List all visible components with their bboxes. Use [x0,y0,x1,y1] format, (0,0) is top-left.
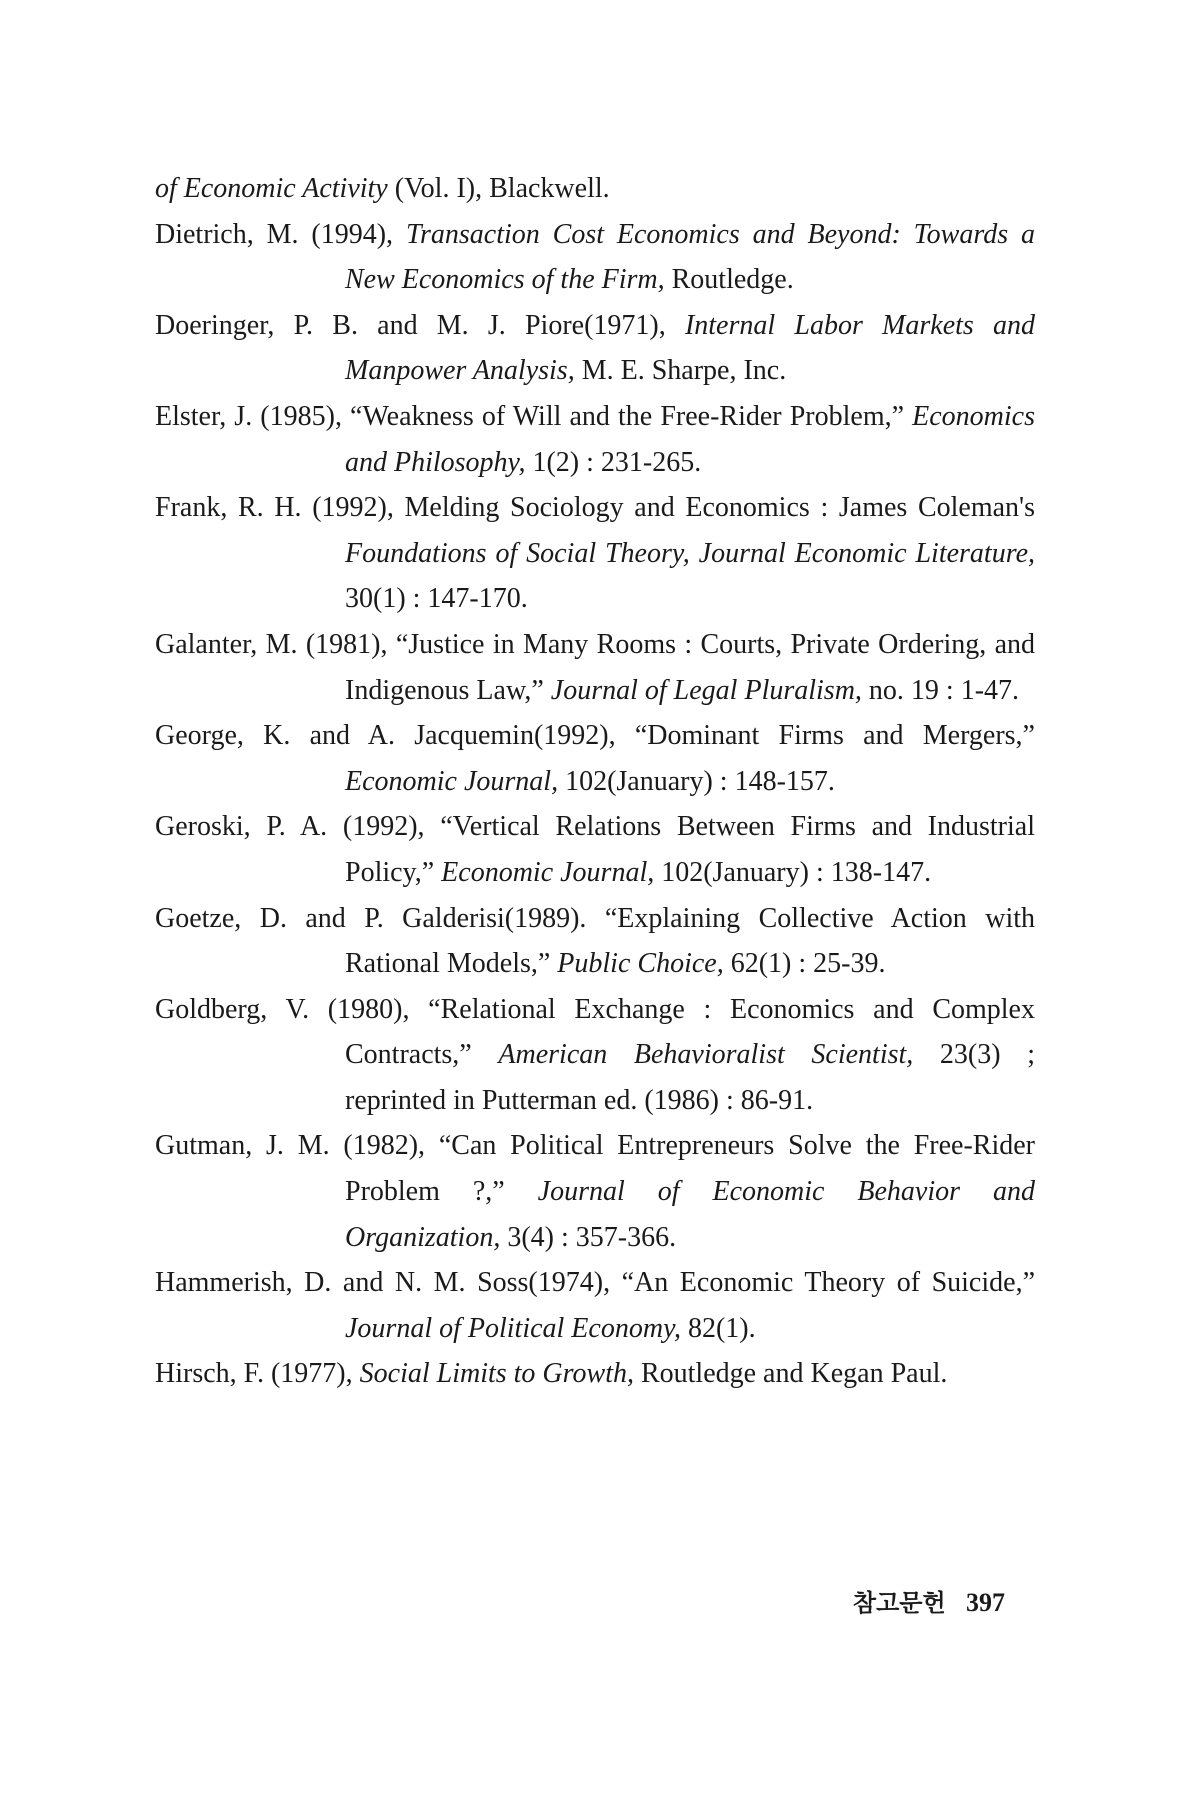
reference-text: M. E. Sharpe, Inc. [574,355,787,387]
reference-italic-title: Economic Journal, [345,765,559,797]
reference-list [155,166,1035,1397]
reference-text: 23(3) ; reprinted in Putterman ed. (1986) : 86-91. [345,1039,1035,1116]
reference-entry [155,804,1035,895]
reference-entry [155,212,1035,303]
reference-text: Elster, J. (1985), “Weakness of Will and the Free-Rider Problem,” [155,400,913,432]
reference-text: Gutman, J. M. (1982), “Can Political Entrepreneurs Solve the Free-Rider Problem ?,” [155,1130,1035,1208]
reference-italic-title: Transaction Cost Economics and Beyond: Towards a New Economics of the Firm, [345,218,1035,296]
reference-text: Galanter, M. (1981), “Justice in Many Rooms : Courts, Private Ordering, and Indigenous Law,” [155,628,1035,706]
reference-text: 62(1) : 25-39. [723,948,886,980]
reference-italic-title: Journal of Economic Behavior and Organization, [345,1176,1035,1253]
reference-entry [155,622,1035,713]
reference-text: Routledge. [664,264,794,296]
reference-entry [155,1123,1035,1260]
reference-entry [155,485,1035,622]
reference-text: Goldberg, V. (1980), “Relational Exchange : Economics and Complex Contracts,” [155,993,1035,1071]
reference-text: George, K. and A. Jacquemin(1992), “Dominant Firms and Mergers,” [155,720,1035,752]
reference-text: 82(1). [680,1312,756,1344]
reference-text: 3(4) : 357-366. [500,1221,677,1253]
reference-text: (Vol. I), Blackwell. [387,173,610,204]
reference-text: 1(2) : 231-265. [525,446,702,478]
reference-entry [155,987,1035,1124]
page-footer [800,1583,1005,1618]
reference-text: Doeringer, P. B. and M. J. Piore(1971), [155,309,685,341]
reference-entry [155,166,1035,212]
reference-italic-title: Foundations of Social Theory, Journal Economic Literature, [345,537,1035,569]
reference-italic-title: Internal Labor Markets and Manpower Analysis, [345,309,1035,387]
reference-entry [155,303,1035,394]
reference-entry [155,896,1035,987]
reference-entry [155,713,1035,804]
reference-text: 102(January) : 138-147. [654,856,932,888]
reference-italic-title: Social Limits to Growth, [359,1358,634,1390]
reference-text: Dietrich, M. (1994), [155,218,406,250]
reference-italic-title: Public Choice, [557,948,724,980]
reference-text: Frank, R. H. (1992), Melding Sociology and Economics : James Coleman's [155,492,1035,524]
reference-text: 102(January) : 148-157. [558,765,835,797]
reference-text: 30(1) : 147-170. [345,583,528,615]
section-label: 참고문헌 [852,1589,946,1617]
reference-entry [155,1260,1035,1351]
reference-entry [155,1351,1035,1397]
reference-text: no. 19 : 1-47. [861,674,1020,706]
reference-entry [155,394,1035,485]
reference-text: Goetze, D. and P. Galderisi(1989). “Explaining Collective Action with Rational Models,” [155,902,1035,980]
reference-italic-title: of Economic Activity [155,173,388,204]
reference-italic-title: Economics and Philosophy, [345,400,1035,478]
reference-text: Hammerish, D. and N. M. Soss(1974), “An Economic Theory of Suicide,” [155,1267,1035,1299]
reference-italic-title: Economic Journal, [441,856,655,888]
reference-text: Hirsch, F. (1977), [155,1358,360,1390]
reference-italic-title: American Behavioralist Scientist, [498,1039,914,1071]
reference-italic-title: Journal of Legal Pluralism, [550,674,862,706]
reference-text: Geroski, P. A. (1992), “Vertical Relations Between Firms and Industrial Policy,” [155,811,1035,888]
reference-italic-title: Journal of Political Economy, [345,1312,681,1344]
reference-text: Routledge and Kegan Paul. [633,1358,948,1390]
page-number: 397 [966,1588,1005,1617]
